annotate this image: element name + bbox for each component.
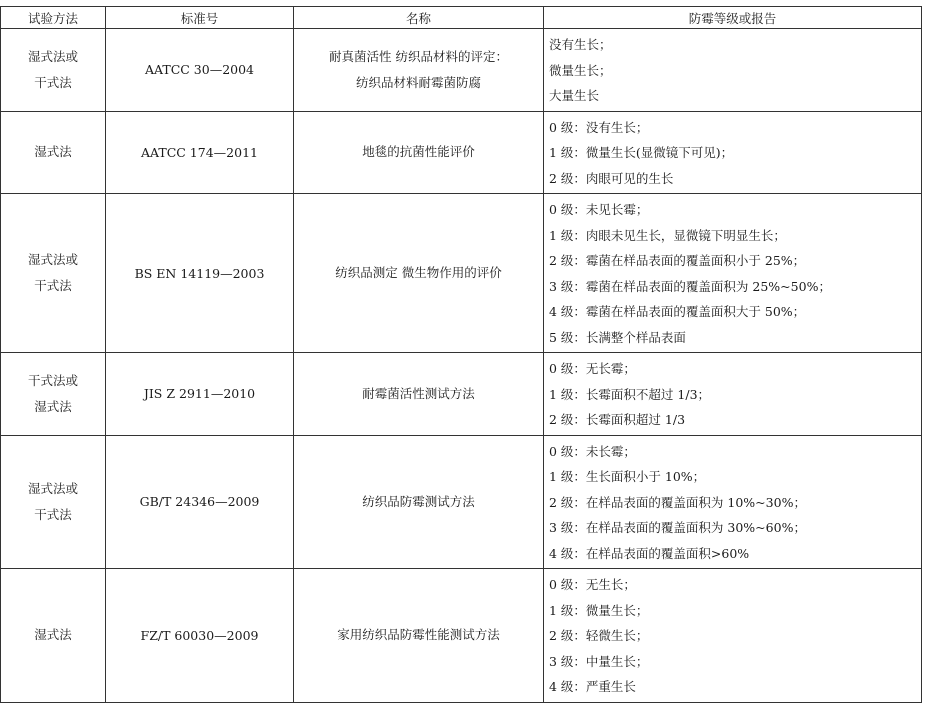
- cell-test-method: [1, 29, 106, 112]
- cell-name: [294, 435, 544, 569]
- header-standard-number: 标准号: [106, 7, 294, 29]
- cell-grades: [544, 194, 922, 353]
- table-row: [1, 111, 922, 194]
- cell-grades: [544, 569, 922, 703]
- method-line: 干式法: [34, 506, 72, 522]
- grade-line: 1 级：微量生长(显微镜下可见)；: [549, 145, 734, 160]
- grade-line: 5 级：长满整个样品表面: [549, 329, 686, 345]
- cell-test-method: [1, 194, 106, 353]
- name-line: 地毯的抗菌性能评价: [362, 144, 475, 160]
- name-line: 纺织品防霉测试方法: [362, 493, 475, 509]
- cell-name: [294, 194, 544, 353]
- method-line: 干式法: [34, 278, 72, 293]
- mildew-standards-table: [0, 6, 922, 703]
- cell-test-method: [1, 111, 106, 194]
- table-row: [1, 194, 922, 353]
- cell-name: [294, 353, 544, 436]
- cell-standard-number: JIS Z 2911—2010: [106, 353, 294, 436]
- table-row: [1, 569, 922, 703]
- cell-standard-number: BS EN 14119—2003: [106, 194, 294, 353]
- name-line: 耐霉菌活性测试方法: [362, 385, 475, 401]
- header-test-method: 试验方法: [1, 7, 106, 29]
- method-line: 湿式法: [34, 144, 72, 160]
- cell-standard-number: GB/T 24346—2009: [106, 435, 294, 569]
- name-line: 纺织品材料耐霉菌防腐: [355, 74, 481, 90]
- document-page: [0, 6, 926, 703]
- grade-line: 没有生长；: [549, 37, 612, 52]
- header-name: 名称: [294, 7, 544, 29]
- grade-line: 2 级：长霉面积超过 1/3: [549, 412, 686, 427]
- cell-standard-number: FZ/T 60030—2009: [106, 569, 294, 703]
- table-row: [1, 353, 922, 436]
- cell-standard-number: AATCC 30—2004: [106, 29, 294, 112]
- table-body: [1, 29, 922, 703]
- cell-name: [294, 569, 544, 703]
- cell-test-method: [1, 353, 106, 436]
- method-line: 湿式法: [34, 627, 72, 643]
- method-line: 湿式法: [34, 398, 72, 414]
- grade-line: 0 级：无生长；: [549, 577, 636, 592]
- cell-test-method: [1, 435, 106, 569]
- cell-test-method: [1, 569, 106, 703]
- grade-line: 3 级：在样品表面的覆盖面积为 30%~60%；: [549, 520, 806, 535]
- grade-line: 2 级：在样品表面的覆盖面积为 10%~30%；: [549, 494, 806, 510]
- name-line: 耐真菌活性 纺织品材料的评定：: [329, 48, 508, 64]
- grade-line: 0 级：未长霉；: [549, 443, 636, 459]
- cell-name: [294, 111, 544, 194]
- method-line: 干式法: [34, 74, 72, 90]
- grade-line: 1 级：生长面积小于 10%；: [549, 469, 706, 484]
- grade-line: 4 级：霉菌在样品表面的覆盖面积大于 50%；: [549, 304, 806, 319]
- header-grade-or-report: 防霉等级或报告: [544, 7, 922, 29]
- grade-line: 1 级：肉眼未见生长，显微镜下明显生长；: [549, 227, 786, 243]
- grade-line: 4 级：在样品表面的覆盖面积>60%: [549, 545, 750, 561]
- grade-line: 0 级：未见长霉；: [549, 202, 649, 217]
- table-header-row: [1, 7, 922, 29]
- name-line: 纺织品测定 微生物作用的评价: [335, 265, 502, 280]
- table-row: [1, 435, 922, 569]
- table-row: [1, 29, 922, 112]
- grade-line: 4 级：严重生长: [549, 679, 636, 694]
- method-line: 湿式法或: [27, 252, 78, 267]
- cell-grades: [544, 29, 922, 112]
- method-line: 湿式法或: [27, 480, 78, 496]
- cell-name: [294, 29, 544, 112]
- method-line: 干式法或: [27, 372, 78, 388]
- grade-line: 0 级：没有生长；: [549, 119, 649, 135]
- method-line: 湿式法或: [27, 48, 78, 64]
- grade-line: 0 级：无长霉；: [549, 361, 636, 376]
- cell-grades: [544, 435, 922, 569]
- cell-grades: [544, 111, 922, 194]
- grade-line: 1 级：长霉面积不超过 1/3；: [549, 386, 711, 402]
- grade-line: 3 级：霉菌在样品表面的覆盖面积为 25%~50%；: [549, 278, 831, 294]
- name-line: 家用纺织品防霉性能测试方法: [337, 627, 500, 643]
- cell-grades: [544, 353, 922, 436]
- grade-line: 1 级：微量生长；: [549, 602, 649, 618]
- grade-line: 微量生长；: [549, 62, 612, 78]
- cell-standard-number: AATCC 174—2011: [106, 111, 294, 194]
- grade-line: 大量生长: [549, 88, 600, 103]
- grade-line: 2 级：轻微生长；: [549, 628, 649, 643]
- grade-line: 3 级：中量生长；: [549, 653, 649, 669]
- grade-line: 2 级：霉菌在样品表面的覆盖面积小于 25%；: [549, 253, 806, 268]
- grade-line: 2 级：肉眼可见的生长: [549, 170, 674, 186]
